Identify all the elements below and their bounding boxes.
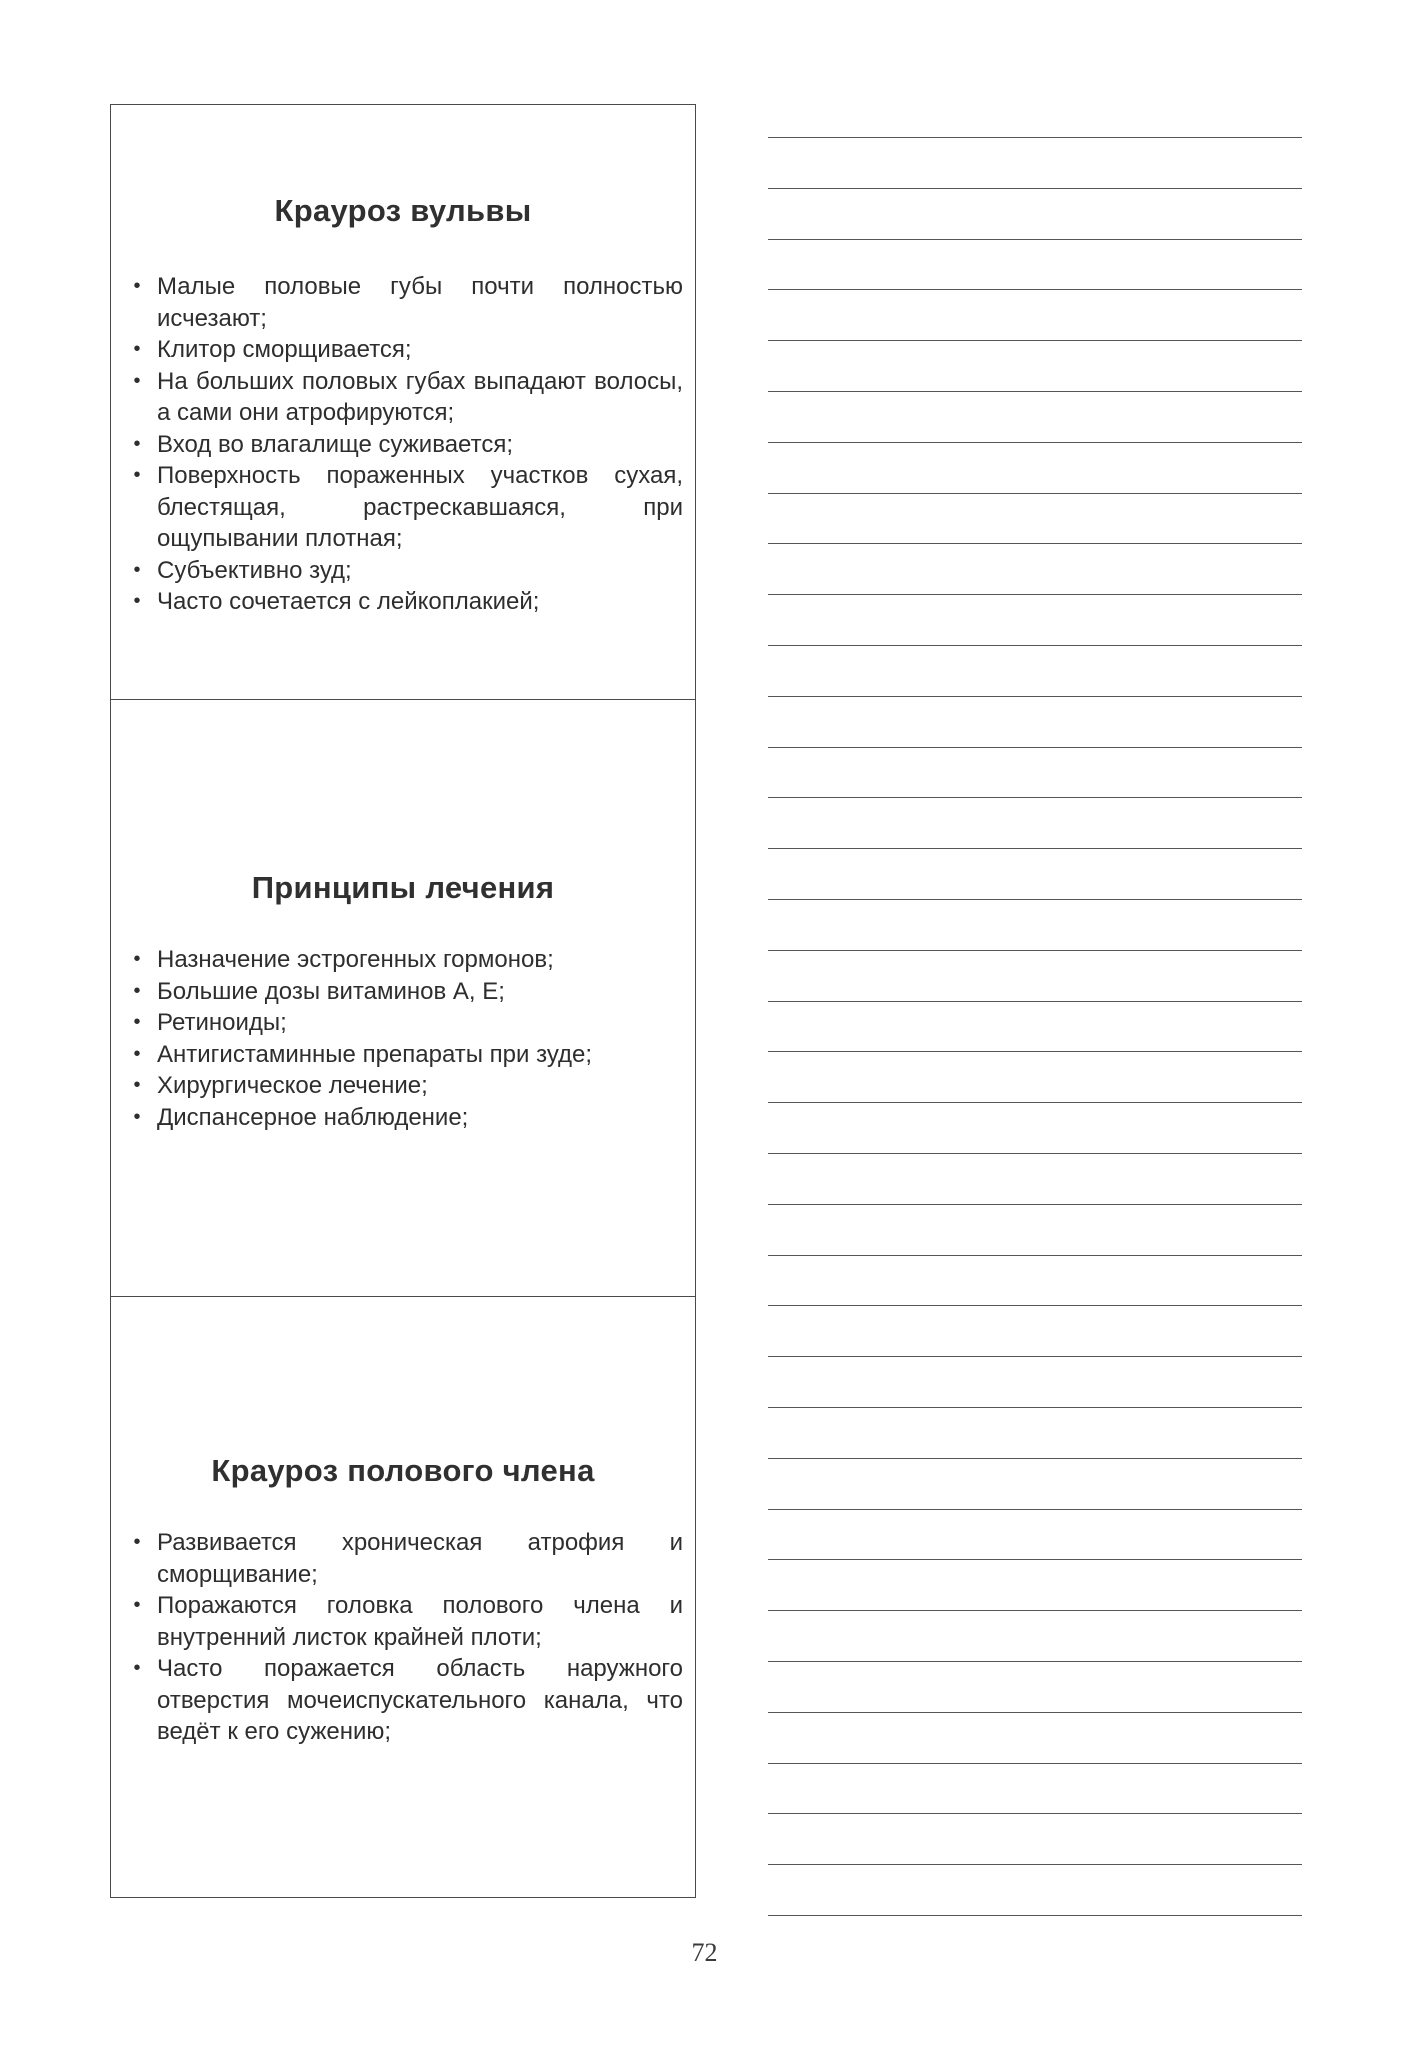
card-bullet-list: [127, 1527, 683, 1748]
note-line: [768, 594, 1302, 595]
note-line: [768, 1610, 1302, 1611]
list-item: [127, 586, 683, 618]
card-bullet-list: [127, 271, 683, 618]
list-item-text: Вход во влагалище суживается;: [157, 430, 513, 458]
note-line: [768, 1509, 1302, 1510]
list-item: [127, 976, 683, 1008]
note-line: [768, 188, 1302, 189]
bullet-icon: •: [133, 590, 141, 612]
note-line: [768, 1051, 1302, 1052]
note-line: [768, 1204, 1302, 1205]
note-line: [768, 1559, 1302, 1560]
list-item-text: Большие дозы витаминов А, Е;: [157, 977, 505, 1005]
bullet-icon: •: [133, 1011, 141, 1033]
note-line: [768, 1661, 1302, 1662]
bullet-icon: •: [133, 1042, 141, 1065]
list-item-text: Клитор сморщивается;: [157, 336, 412, 363]
note-line: [768, 289, 1302, 290]
note-line: [768, 1255, 1302, 1256]
note-line: [768, 442, 1302, 443]
note-line: [768, 696, 1302, 697]
list-item-text: Поверхность пораженных участков сухая, блестящая, растрескавшаяся, при ощупывании плотная;: [157, 462, 683, 552]
note-line: [768, 1001, 1302, 1002]
note-line: [768, 1458, 1302, 1459]
bullet-icon: •: [133, 275, 141, 297]
bullet-icon: •: [133, 1531, 141, 1553]
cards-column: [110, 104, 696, 1898]
list-item: [127, 1590, 683, 1653]
note-line: [768, 1356, 1302, 1357]
note-lines-area: [768, 0, 1302, 1900]
list-item-text: Хирургическое лечение;: [157, 1072, 428, 1099]
list-item: [127, 271, 683, 334]
card-title: Крауроз вульвы: [274, 193, 532, 228]
note-line: [768, 543, 1302, 544]
bullet-icon: •: [133, 1074, 141, 1096]
bullet-icon: •: [133, 1594, 141, 1616]
note-line: [768, 1864, 1302, 1865]
note-line: [768, 137, 1302, 138]
card-kraurosis-vulvae: [111, 105, 695, 699]
list-item: [127, 334, 683, 366]
list-item: [127, 1102, 683, 1134]
note-line: [768, 340, 1302, 341]
card-title: Принципы лечения: [251, 870, 555, 905]
list-item-text: Часто поражается область наружного отверстия мочеиспускательного канала, что ведёт к его сужению;: [157, 1655, 683, 1745]
note-line: [768, 1712, 1302, 1713]
bullet-icon: •: [133, 369, 141, 392]
list-item: [127, 944, 683, 976]
note-line: [768, 1305, 1302, 1306]
note-line: [768, 493, 1302, 494]
bullet-icon: •: [133, 432, 141, 455]
note-line: [768, 1763, 1302, 1764]
bullet-icon: •: [133, 558, 141, 581]
bullet-icon: •: [133, 1657, 141, 1679]
bullet-icon: •: [133, 948, 141, 970]
list-item-text: Малые половые губы почти полностью исчезают;: [157, 273, 683, 332]
list-item-text: Развивается хроническая атрофия и сморщивание;: [157, 1529, 683, 1588]
list-item: [127, 460, 683, 555]
note-line: [768, 1153, 1302, 1154]
list-item-text: Часто сочетается с лейкоплакией;: [157, 588, 540, 615]
note-line: [768, 1407, 1302, 1408]
list-item: [127, 1007, 683, 1039]
list-item-text: Антигистаминные препараты при зуде;: [157, 1040, 593, 1068]
bullet-icon: •: [133, 464, 141, 486]
list-item: [127, 1527, 683, 1590]
list-item-text: Поражаются головка полового члена и внутренний листок крайней плоти;: [157, 1592, 683, 1651]
note-line: [768, 797, 1302, 798]
list-item-text: На больших половых губах выпадают волосы, а сами они атрофируются;: [157, 367, 683, 426]
page-number: 72: [691, 1938, 718, 1967]
list-item-text: Диспансерное наблюдение;: [157, 1103, 469, 1131]
list-item-text: Назначение эстрогенных гормонов;: [157, 946, 554, 973]
list-item: [127, 366, 683, 429]
bullet-icon: •: [133, 1105, 141, 1128]
list-item: [127, 1039, 683, 1071]
list-item: [127, 555, 683, 587]
list-item: [127, 429, 683, 461]
bullet-icon: •: [133, 338, 141, 360]
bullet-icon: •: [133, 979, 141, 1002]
note-line: [768, 239, 1302, 240]
card-title: Крауроз полового члена: [211, 1453, 595, 1488]
note-line: [768, 848, 1302, 849]
card-treatment-principles: [111, 699, 695, 1296]
note-line: [768, 747, 1302, 748]
list-item: [127, 1070, 683, 1102]
list-item-text: Ретиноиды;: [157, 1009, 287, 1036]
note-line: [768, 1102, 1302, 1103]
note-line: [768, 645, 1302, 646]
card-kraurosis-penis: [111, 1296, 695, 1896]
note-line: [768, 1915, 1302, 1916]
note-line: [768, 950, 1302, 951]
card-bullet-list: [127, 944, 683, 1133]
list-item-text: Субъективно зуд;: [157, 556, 352, 584]
list-item: [127, 1653, 683, 1748]
note-line: [768, 391, 1302, 392]
note-line: [768, 1813, 1302, 1814]
note-line: [768, 899, 1302, 900]
